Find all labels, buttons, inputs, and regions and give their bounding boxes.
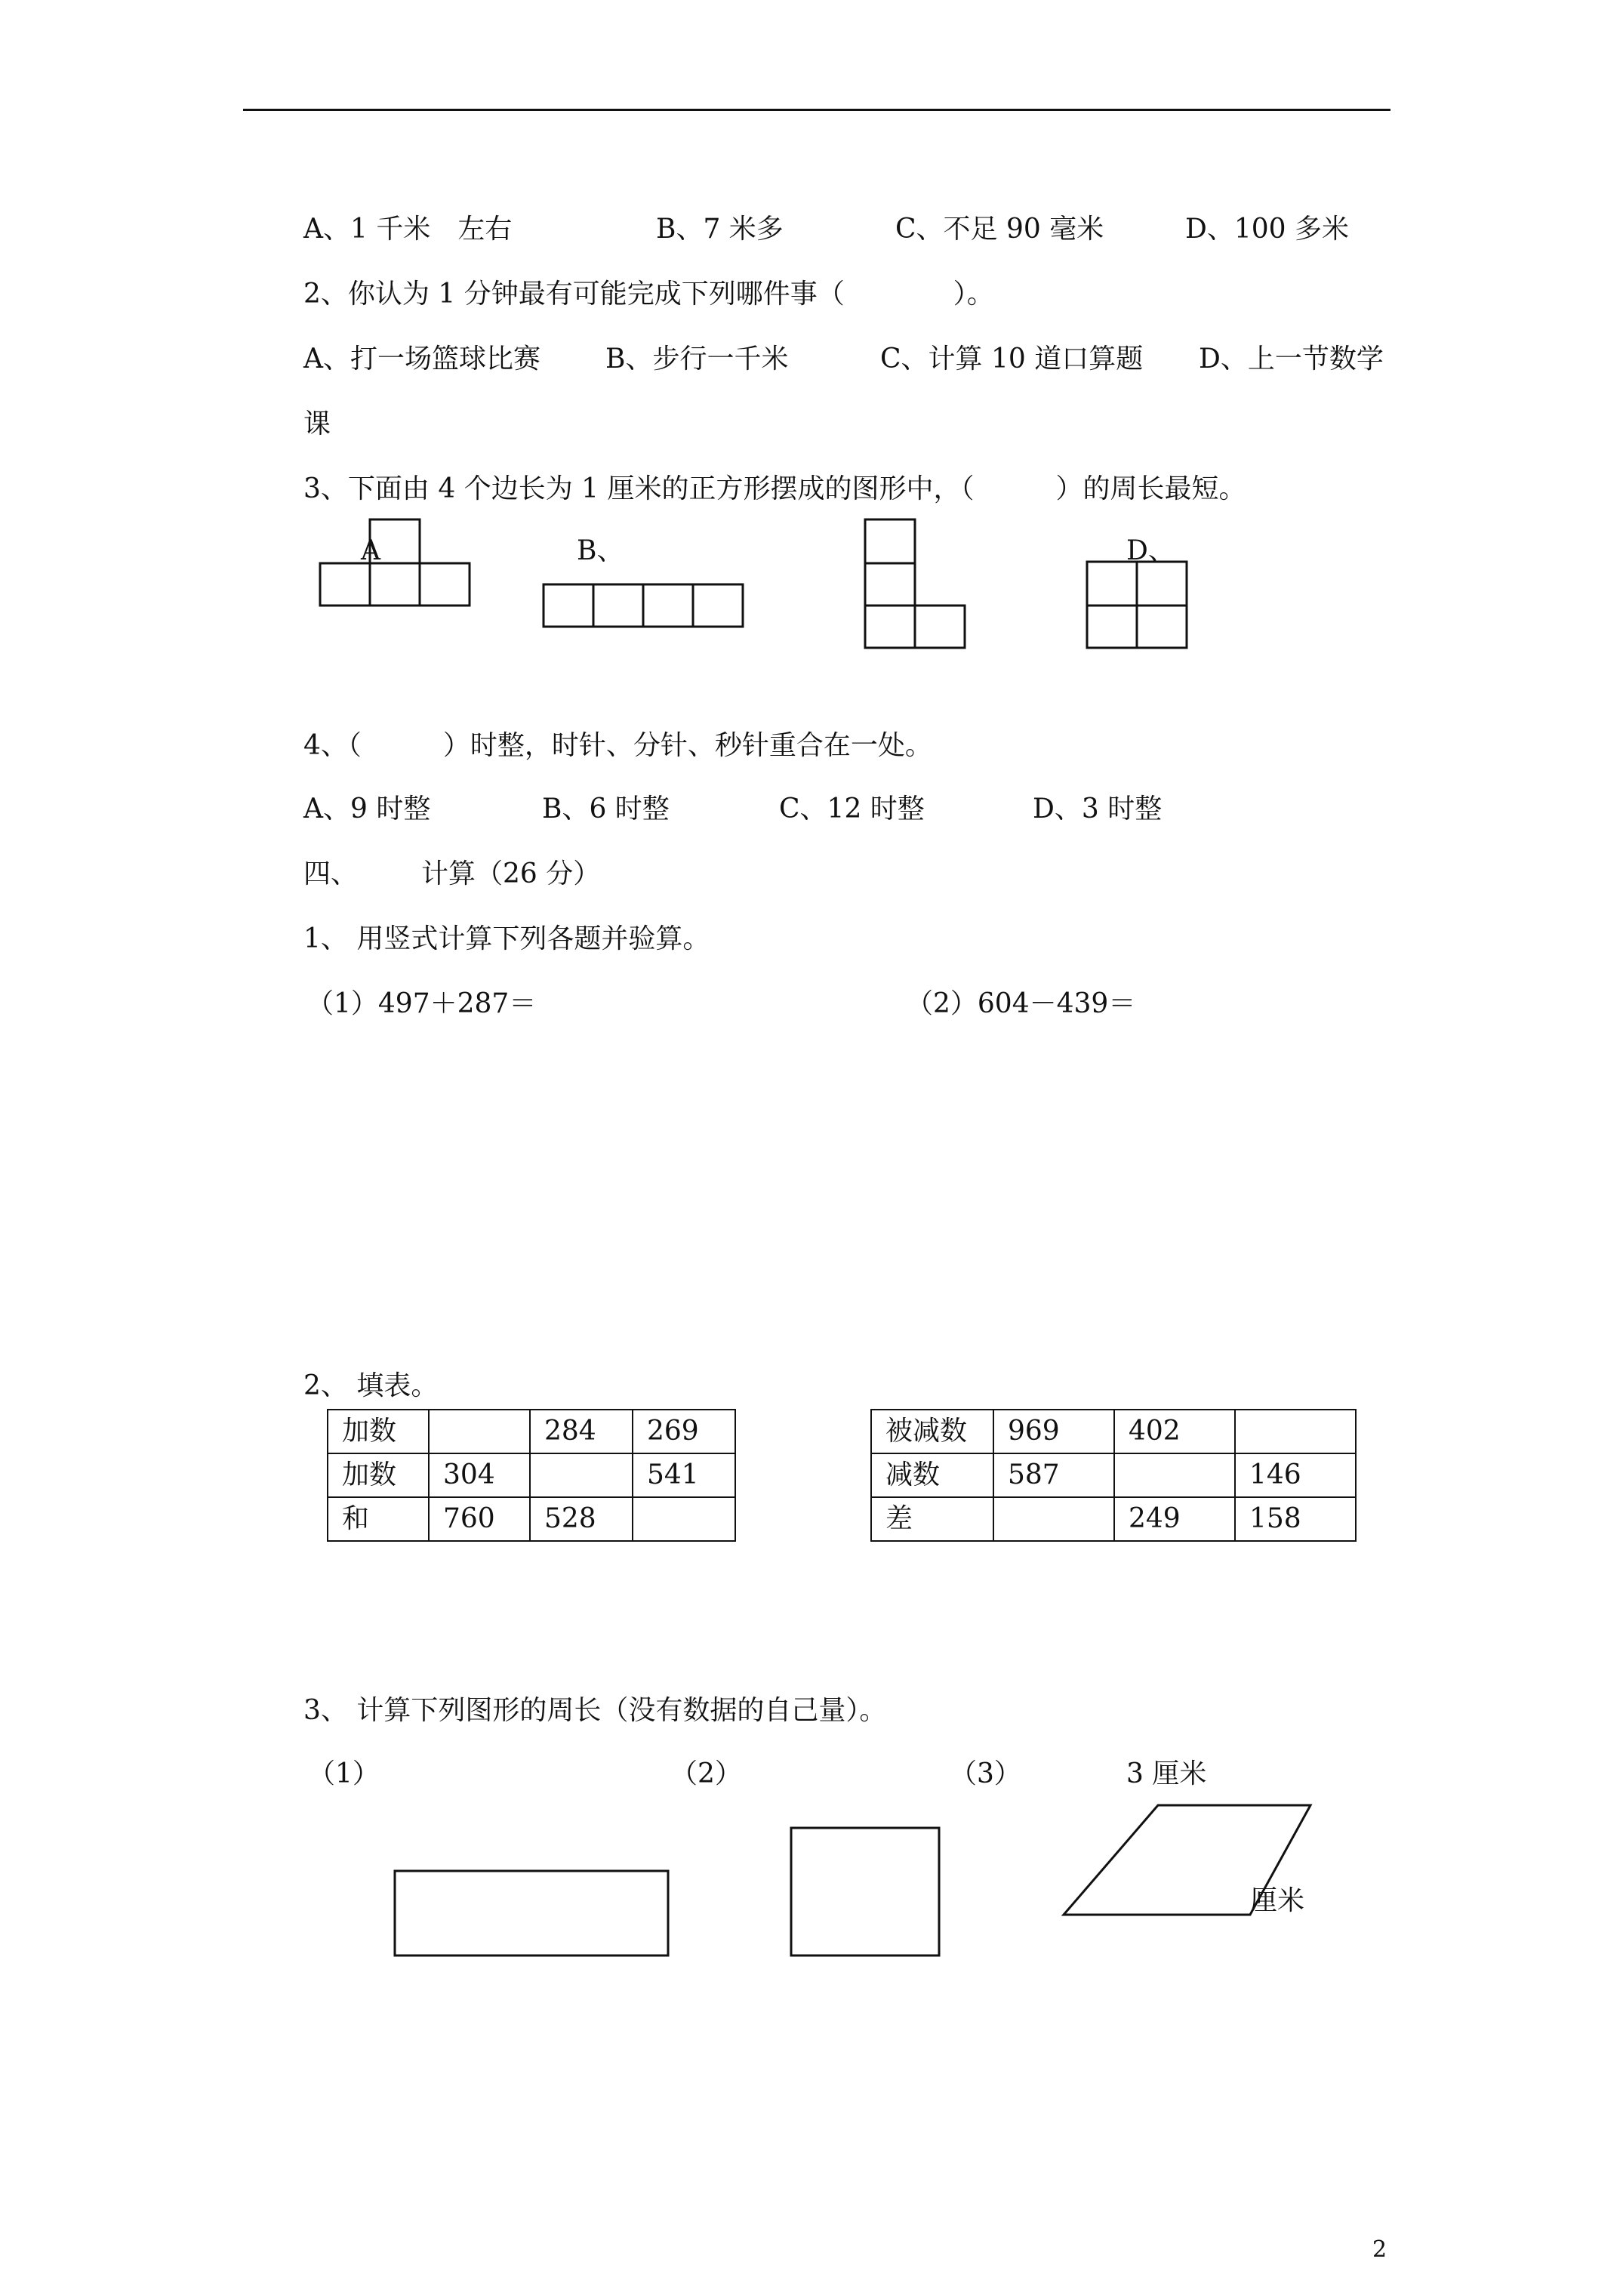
table-cell: 和 (328, 1497, 429, 1541)
calc3-label-2: （2） (670, 1758, 742, 1789)
table-cell: 差 (871, 1497, 993, 1541)
q1-option-c[interactable]: C、不足 90 毫米 (895, 214, 1104, 245)
q3-stem: 3、下面由 4 个边长为 1 厘米的正方形摆成的图形中，（ ）的周长最短。 (303, 473, 1246, 504)
table-cell: 被减数 (871, 1410, 993, 1453)
calc3-label-3: （3） (950, 1758, 1021, 1789)
shape-b-line-tetromino (544, 584, 743, 627)
table-row (328, 1497, 735, 1541)
table-cell[interactable] (1235, 1410, 1356, 1453)
parallelogram-side-length: 厘米 (1250, 1885, 1305, 1916)
calc1-item-2: （2）604－439＝ (906, 988, 1136, 1019)
shape-c-l-tetromino (865, 519, 965, 648)
table-row (871, 1410, 1356, 1453)
shape-a-t-tetromino (320, 519, 470, 606)
subtraction-table (870, 1409, 1357, 1542)
calc1-item-1: （1）497＋287＝ (306, 988, 537, 1019)
q2-option-b[interactable]: B、步行一千米 (605, 344, 789, 374)
table-cell: 269 (633, 1410, 735, 1453)
table-cell: 加数 (328, 1410, 429, 1453)
table-cell[interactable] (530, 1453, 633, 1497)
table-cell: 402 (1114, 1410, 1235, 1453)
table-cell: 146 (1235, 1453, 1356, 1497)
q1-option-a[interactable]: A、1 千米 左右 (303, 214, 513, 245)
addition-table (327, 1409, 736, 1542)
table-cell[interactable] (993, 1497, 1114, 1541)
figure-rectangle (395, 1871, 668, 1955)
table-cell[interactable] (429, 1410, 530, 1453)
section-title: 计算（26 分） (421, 858, 601, 889)
table-cell[interactable] (1114, 1453, 1235, 1497)
q2-wrap-text: 课 (303, 408, 331, 439)
calc2-stem: 2、 填表。 (303, 1370, 439, 1401)
table-cell: 304 (429, 1453, 530, 1497)
table-cell: 249 (1114, 1497, 1235, 1541)
q3-label-d: D、 (1126, 535, 1175, 566)
q2-option-c[interactable]: C、计算 10 道口算题 (880, 344, 1144, 374)
q4-option-a[interactable]: A、9 时整 (303, 794, 431, 824)
table-cell[interactable] (633, 1497, 735, 1541)
page-number: 2 (1372, 2236, 1387, 2263)
figure-square (791, 1828, 939, 1955)
section-number: 四、 (303, 858, 359, 889)
table-cell: 528 (530, 1497, 633, 1541)
table-row (871, 1453, 1356, 1497)
q3-label-b: B、 (577, 535, 624, 566)
q2-option-a[interactable]: A、打一场篮球比赛 (303, 344, 540, 374)
table-cell: 158 (1235, 1497, 1356, 1541)
q4-stem: 4、（ ）时整，时针、分针、秒针重合在一处。 (303, 730, 932, 761)
table-row (871, 1497, 1356, 1541)
table-row (328, 1453, 735, 1497)
q1-option-b[interactable]: B、7 米多 (656, 214, 784, 245)
q2-stem: 2、你认为 1 分钟最有可能完成下列哪件事（ ）。 (303, 279, 994, 310)
table-cell: 284 (530, 1410, 633, 1453)
calc3-stem: 3、 计算下列图形的周长（没有数据的自己量）。 (303, 1695, 887, 1726)
table-cell: 760 (429, 1497, 530, 1541)
shape-d-square-tetromino (1087, 562, 1187, 648)
calc3-label-1: （1） (308, 1758, 380, 1789)
q3-label-a: A (361, 535, 380, 566)
table-cell: 减数 (871, 1453, 993, 1497)
q4-option-c[interactable]: C、12 时整 (779, 794, 925, 824)
q2-option-d[interactable]: D、上一节数学 (1199, 344, 1384, 374)
q4-option-b[interactable]: B、6 时整 (542, 794, 670, 824)
q1-option-d[interactable]: D、100 多米 (1185, 214, 1350, 245)
table-row (328, 1410, 735, 1453)
parallelogram-top-length: 3 厘米 (1126, 1758, 1207, 1789)
calc1-stem: 1、 用竖式计算下列各题并验算。 (303, 923, 710, 954)
table-cell: 587 (993, 1453, 1114, 1497)
table-cell: 加数 (328, 1453, 429, 1497)
table-cell: 969 (993, 1410, 1114, 1453)
table-cell: 541 (633, 1453, 735, 1497)
q4-option-d[interactable]: D、3 时整 (1033, 794, 1163, 824)
